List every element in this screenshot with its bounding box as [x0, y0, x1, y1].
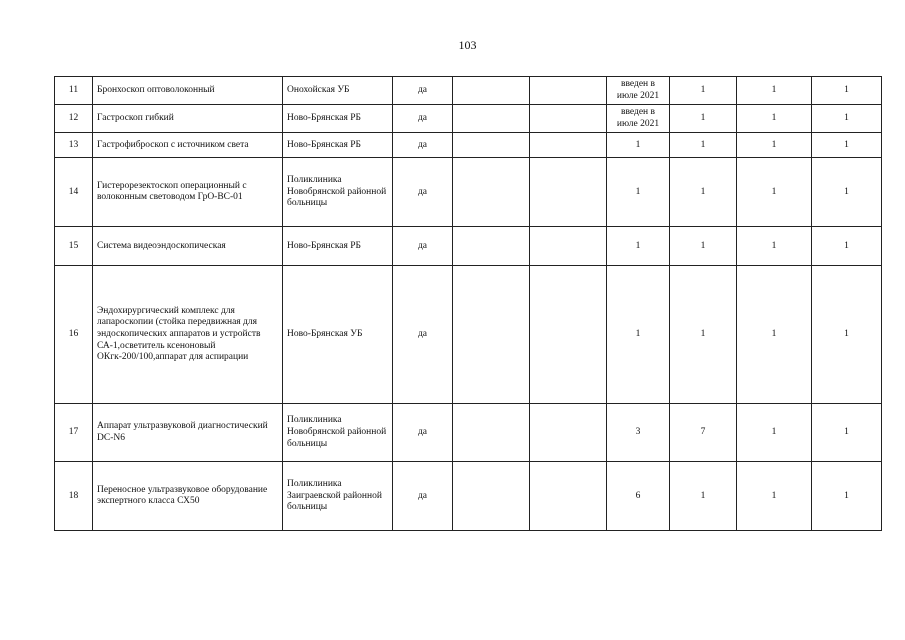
cell-col7: 1	[607, 266, 670, 404]
row-number: 14	[55, 158, 93, 227]
organization: Онохойская УБ	[283, 77, 393, 105]
availability-flag: да	[393, 77, 453, 105]
table-row	[55, 266, 882, 404]
cell-col6	[530, 462, 607, 531]
cell-col10: 1	[812, 266, 882, 404]
availability-flag: да	[393, 133, 453, 158]
cell-col6	[530, 105, 607, 133]
cell-col8: 1	[670, 105, 737, 133]
cell-col5	[453, 77, 530, 105]
cell-col6	[530, 158, 607, 227]
cell-col6	[530, 133, 607, 158]
cell-col5	[453, 105, 530, 133]
table-row	[55, 227, 882, 266]
organization: Ново-Брянская РБ	[283, 227, 393, 266]
table-row	[55, 133, 882, 158]
cell-col10: 1	[812, 462, 882, 531]
cell-col7: введен в июле 2021	[607, 105, 670, 133]
cell-col10: 1	[812, 77, 882, 105]
organization: Поликлиника Новобрянской районной больницы	[283, 158, 393, 227]
cell-col9: 1	[737, 158, 812, 227]
table-row	[55, 77, 882, 105]
cell-col7: введен в июле 2021	[607, 77, 670, 105]
row-number: 12	[55, 105, 93, 133]
organization: Ново-Брянская РБ	[283, 133, 393, 158]
row-number: 13	[55, 133, 93, 158]
cell-col5	[453, 266, 530, 404]
equipment-name: Переносное ультразвуковое оборудование экспертного класса СХ50	[93, 462, 283, 531]
availability-flag: да	[393, 105, 453, 133]
cell-col8: 1	[670, 158, 737, 227]
cell-col8: 1	[670, 462, 737, 531]
organization: Ново-Брянская УБ	[283, 266, 393, 404]
cell-col8: 1	[670, 77, 737, 105]
table-row	[55, 105, 882, 133]
cell-col10: 1	[812, 158, 882, 227]
availability-flag: да	[393, 266, 453, 404]
cell-col5	[453, 158, 530, 227]
cell-col9: 1	[737, 133, 812, 158]
row-number: 17	[55, 404, 93, 462]
cell-col7: 3	[607, 404, 670, 462]
cell-col9: 1	[737, 266, 812, 404]
cell-col5	[453, 133, 530, 158]
organization: Поликлиника Новобрянской районной больницы	[283, 404, 393, 462]
availability-flag: да	[393, 158, 453, 227]
cell-col9: 1	[737, 404, 812, 462]
cell-col6	[530, 266, 607, 404]
organization: Ново-Брянская РБ	[283, 105, 393, 133]
page-number: 103	[458, 38, 477, 52]
equipment-name: Гастрофиброскоп с источником света	[93, 133, 283, 158]
equipment-name: Система видеоэндоскопическая	[93, 227, 283, 266]
cell-col8: 1	[670, 227, 737, 266]
row-number: 15	[55, 227, 93, 266]
cell-col9: 1	[737, 77, 812, 105]
cell-col5	[453, 227, 530, 266]
equipment-name: Бронхоскоп оптоволоконный	[93, 77, 283, 105]
row-number: 11	[55, 77, 93, 105]
cell-col10: 1	[812, 133, 882, 158]
table-row	[55, 158, 882, 227]
equipment-name: Гистерорезектоскоп операционный с волоконным световодом ГрО-ВС-01	[93, 158, 283, 227]
availability-flag: да	[393, 227, 453, 266]
availability-flag: да	[393, 462, 453, 531]
equipment-table	[54, 76, 882, 531]
cell-col10: 1	[812, 404, 882, 462]
cell-col10: 1	[812, 105, 882, 133]
row-number: 16	[55, 266, 93, 404]
cell-col6	[530, 404, 607, 462]
cell-col9: 1	[737, 227, 812, 266]
equipment-name: Аппарат ультразвуковой диагностический DC-N6	[93, 404, 283, 462]
cell-col8: 1	[670, 266, 737, 404]
cell-col6	[530, 227, 607, 266]
row-number: 18	[55, 462, 93, 531]
cell-col5	[453, 404, 530, 462]
cell-col7: 1	[607, 227, 670, 266]
cell-col7: 1	[607, 133, 670, 158]
equipment-name: Эндохирургический комплекс для лапароскопии (стойка передвижная для эндоскопических аппаратов и устройств СА-1,осветитель ксеноновый ОКгк-200/100,аппарат для аспирации	[93, 266, 283, 404]
cell-col9: 1	[737, 105, 812, 133]
cell-col9: 1	[737, 462, 812, 531]
availability-flag: да	[393, 404, 453, 462]
cell-col6	[530, 77, 607, 105]
cell-col5	[453, 462, 530, 531]
cell-col8: 7	[670, 404, 737, 462]
organization: Поликлиника Заиграевской районной больницы	[283, 462, 393, 531]
cell-col8: 1	[670, 133, 737, 158]
cell-col10: 1	[812, 227, 882, 266]
equipment-name: Гастроскоп гибкий	[93, 105, 283, 133]
table-row	[55, 404, 882, 462]
cell-col7: 6	[607, 462, 670, 531]
cell-col7: 1	[607, 158, 670, 227]
table-row	[55, 462, 882, 531]
